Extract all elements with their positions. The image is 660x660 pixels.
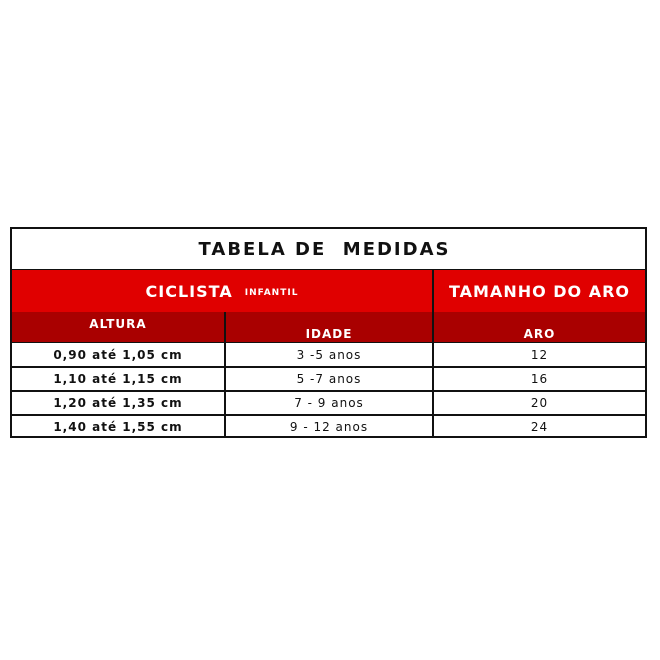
cell-idade: 5 -7 anos — [226, 367, 434, 390]
group-header-ciclista — [12, 270, 434, 312]
cell-altura: 0,90 até 1,05 cm — [12, 343, 226, 366]
cell-altura: 1,10 até 1,15 cm — [12, 367, 226, 390]
column-header-altura: ALTURA — [12, 312, 226, 342]
table-row — [12, 367, 645, 392]
cell-aro: 20 — [530, 395, 549, 410]
cell-aro: 24 — [530, 419, 549, 434]
group-header-aro: TAMANHO DO ARO — [448, 281, 631, 301]
table-body — [12, 343, 645, 436]
cell-idade: 3 -5 anos — [226, 343, 434, 366]
column-header-aro: ARO — [523, 327, 556, 341]
column-header-idade: IDADE — [226, 312, 434, 342]
cell-aro: 12 — [530, 347, 549, 362]
cell-idade: 9 - 12 anos — [226, 415, 434, 438]
size-chart-table — [10, 227, 647, 438]
cell-altura: 1,20 até 1,35 cm — [12, 391, 226, 414]
table-title-row — [12, 229, 645, 270]
cell-idade: 7 - 9 anos — [226, 391, 434, 414]
group-header-ciclista-sublabel: INFANTIL — [244, 287, 299, 298]
table-row — [12, 343, 645, 368]
table-title: TABELA DE MEDIDAS — [198, 238, 451, 260]
group-header-row — [12, 270, 645, 312]
group-header-ciclista-label: CICLISTA — [145, 281, 233, 301]
cell-altura: 1,40 até 1,55 cm — [12, 415, 226, 438]
table-row — [12, 391, 645, 416]
column-header-row — [12, 312, 645, 343]
table-row — [12, 415, 645, 438]
cell-aro: 16 — [530, 371, 549, 386]
